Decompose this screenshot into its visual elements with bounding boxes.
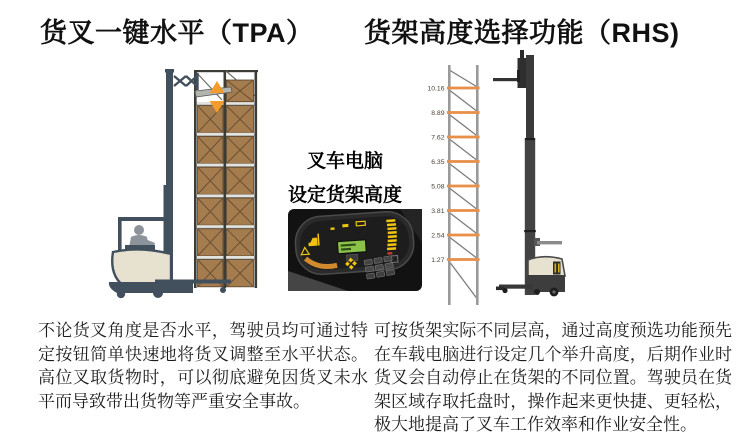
driver-figure [129, 225, 155, 248]
tpa-illustration [95, 55, 270, 303]
rhs-description: 可按货架实际不同层高，通过高度预选功能预先在车载电脑进行设定几个举升高度，后期作业时货叉会自动停止在货架的不同位置。驾驶员在货架区域存取托盘时，操作起来更快捷、更轻松，极大地提高了叉车工作效率和作业安全性。 [374, 321, 732, 434]
rack-height-label: 8.89 [431, 109, 445, 117]
caption-line-1: 叉车电脑 [306, 151, 383, 172]
rhs-section-title: 货架高度选择功能（RHS) [364, 18, 680, 48]
rhs-reach-truck [493, 50, 565, 296]
rack-height-label: 5.08 [431, 183, 445, 191]
rack-height-label: 2.54 [431, 232, 445, 240]
rack-height-label: 3.81 [431, 207, 445, 215]
forklift-computer-photo [288, 209, 422, 291]
rack-height-label: 7.62 [431, 134, 445, 142]
rack-height-label: 10.16 [427, 85, 445, 93]
center-caption [263, 145, 427, 213]
caption-line-2: 设定货架高度 [287, 185, 402, 206]
rack-height-label: 1.27 [431, 256, 445, 264]
tpa-section-title: 货叉一键水平（TPA） [40, 18, 314, 48]
rhs-illustration [425, 48, 635, 318]
rack-ladder [427, 65, 479, 305]
rack-height-label: 6.35 [431, 158, 445, 166]
tpa-description: 不论货叉角度是否水平，驾驶员均可通过特定按钮简单快速地将货叉调整至水平状态。高位叉取货物时，可以彻底避免因货叉未水平而导致带出货物等严重安全事故。 [38, 321, 368, 411]
